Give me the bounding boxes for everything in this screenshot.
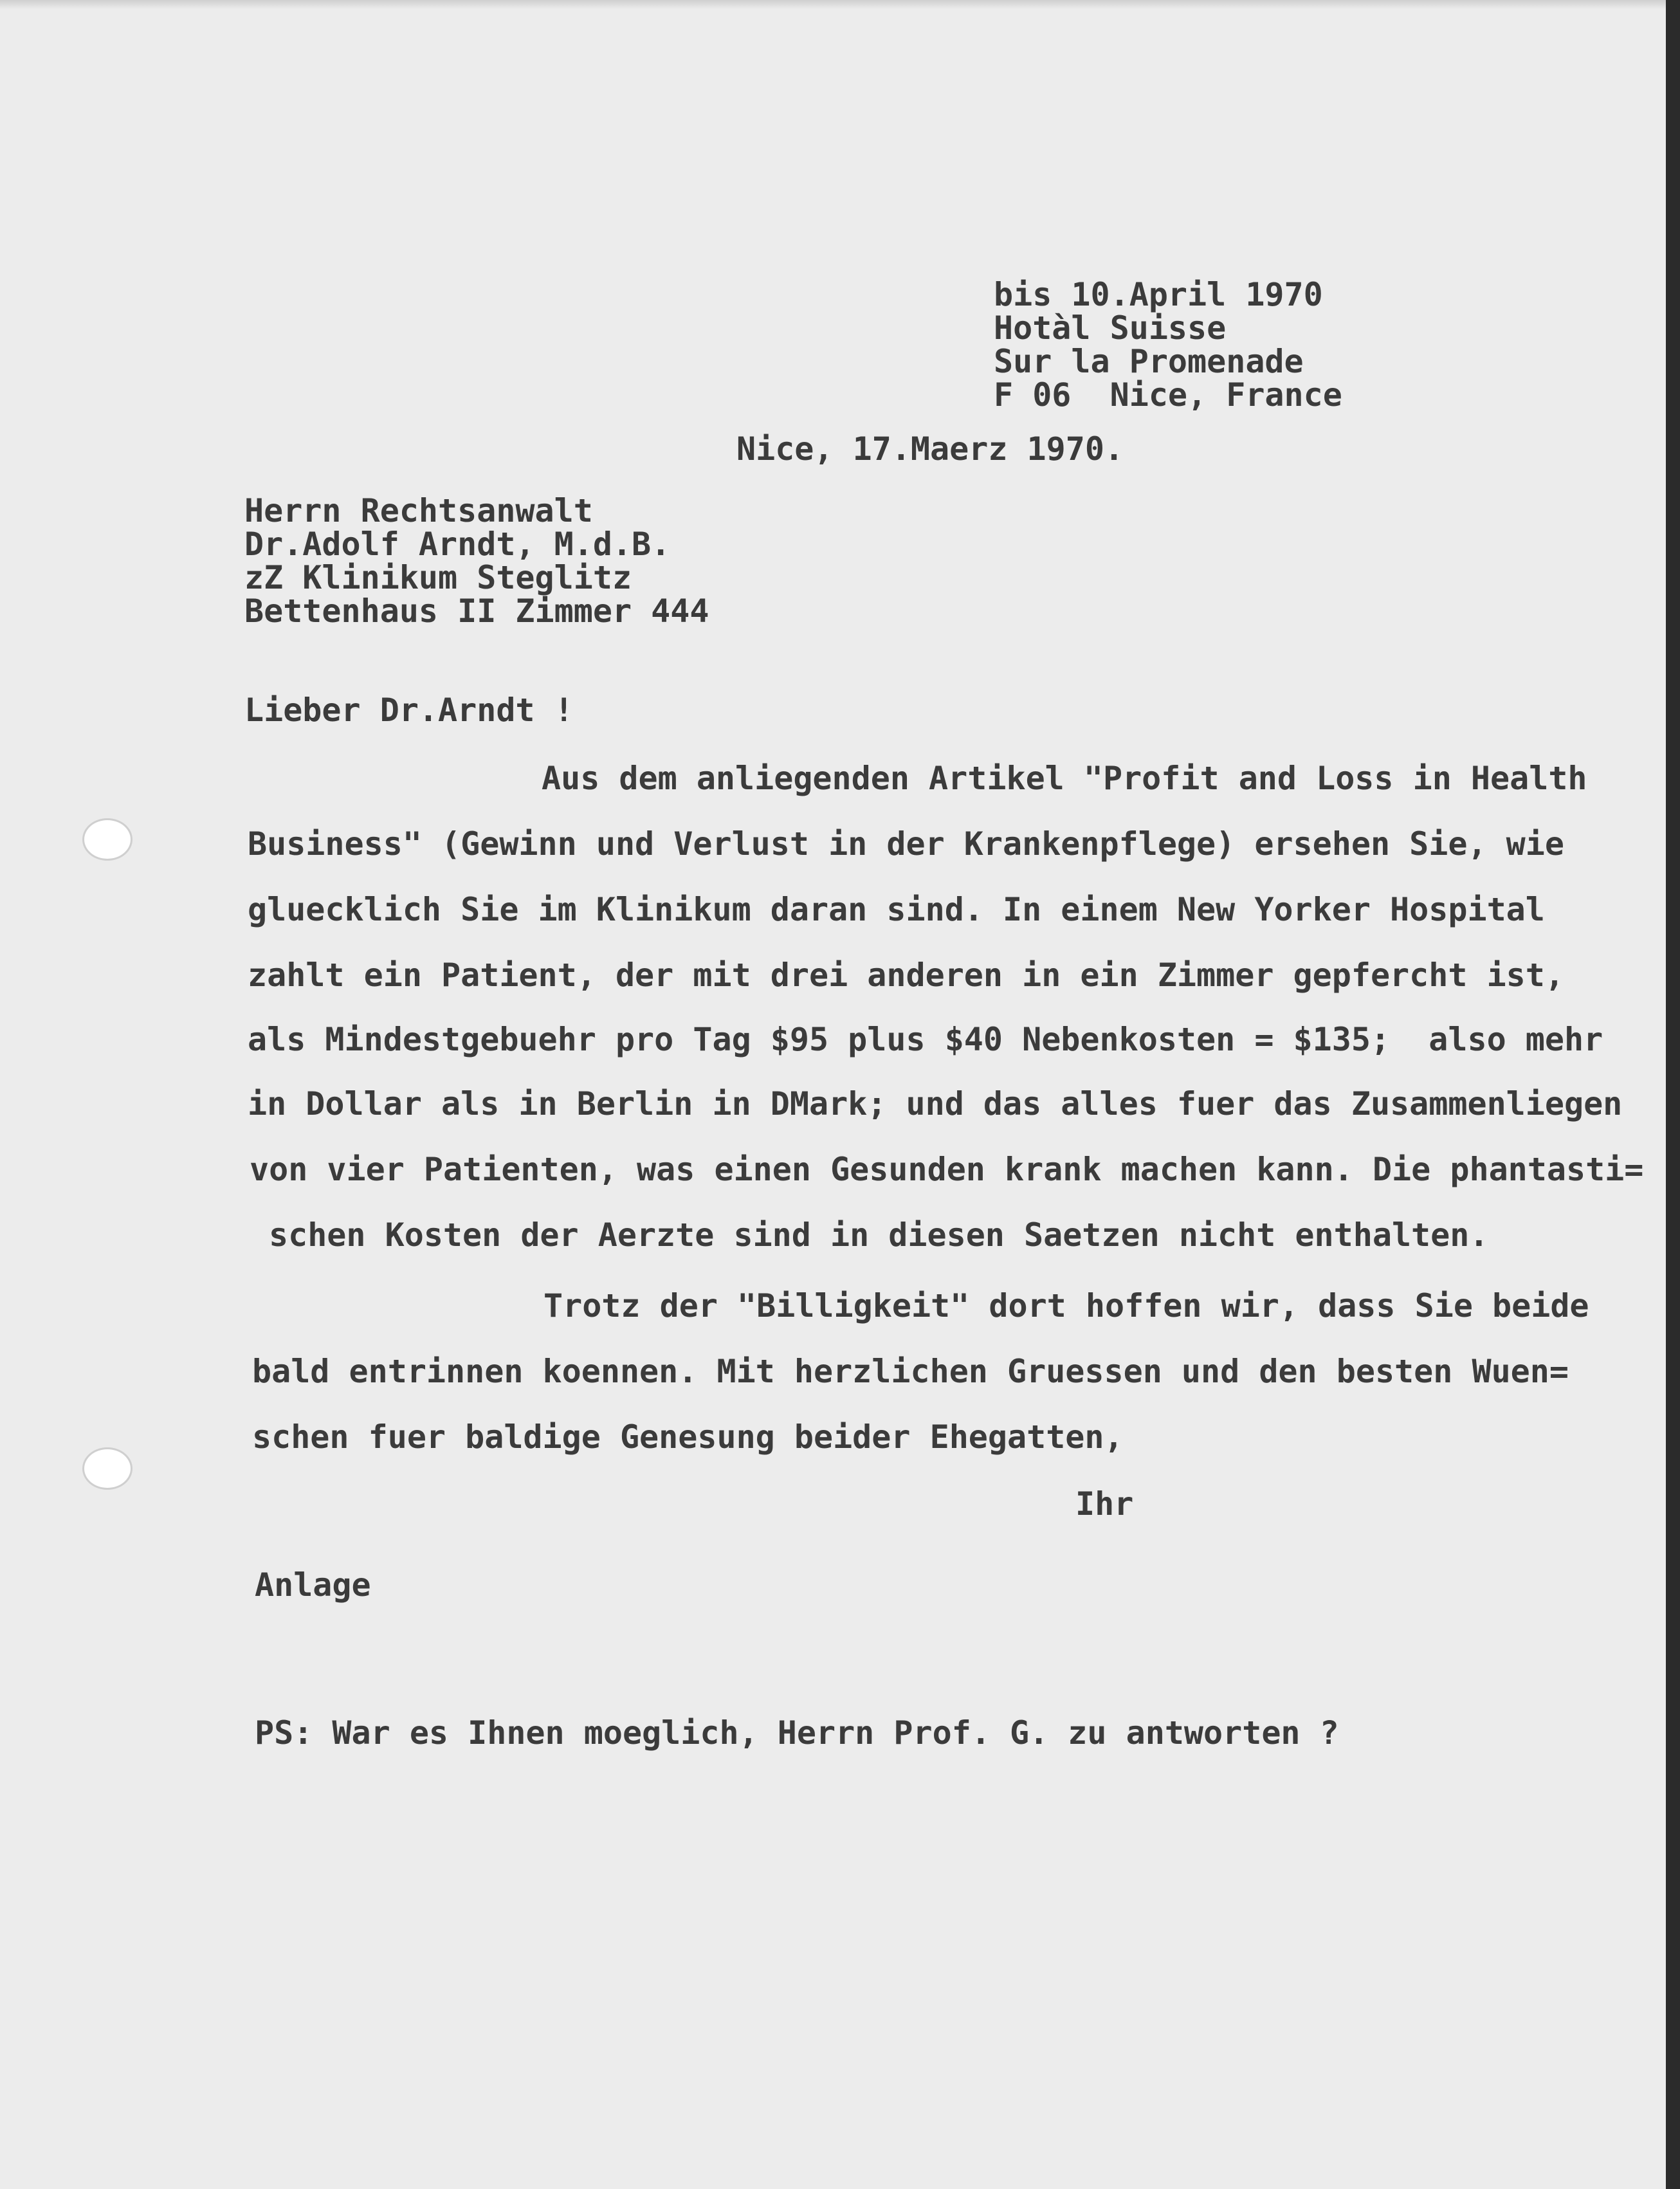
page-right-edge (1666, 0, 1680, 2189)
recipient-line: zZ Klinikum Steglitz (244, 559, 632, 596)
recipient-line: Herrn Rechtsanwalt (244, 492, 593, 529)
sender-address-line: Hotàl Suisse (994, 309, 1227, 347)
body-line: Aus dem anliegenden Artikel "Profit and Loss in Health (542, 760, 1587, 797)
recipient-line: Dr.Adolf Arndt, M.d.B. (244, 526, 671, 563)
sender-address-line: bis 10.April 1970 (994, 276, 1323, 313)
recipient-line: Bettenhaus II Zimmer 444 (244, 592, 709, 630)
body-line: Business" (Gewinn und Verlust in der Krankenpflege) ersehen Sie, wie (248, 825, 1564, 863)
closing: Ihr (1075, 1485, 1134, 1523)
body-line: schen Kosten der Aerzte sind in diesen Saetzen nicht enthalten. (269, 1216, 1489, 1254)
body-line: von vier Patienten, was einen Gesunden krank machen kann. Die phantasti= (250, 1151, 1644, 1188)
sender-address-line: Sur la Promenade (994, 343, 1304, 380)
body-line: als Mindestgebuehr pro Tag $95 plus $40 Nebenkosten = $135; also mehr (248, 1021, 1603, 1058)
body-line: gluecklich Sie im Klinikum daran sind. In einem New Yorker Hospital (248, 891, 1545, 928)
punch-hole-top (82, 818, 132, 861)
sender-address-line: F 06 Nice, France (994, 376, 1342, 414)
body-line: zahlt ein Patient, der mit drei anderen in ein Zimmer gepfercht ist, (248, 957, 1564, 994)
postscript: PS: War es Ihnen moeglich, Herrn Prof. G. zu antworten ? (255, 1714, 1339, 1752)
punch-hole-bottom (82, 1447, 132, 1490)
body-line: schen fuer baldige Genesung beider Ehegatten, (252, 1418, 1124, 1456)
body-line: Trotz der "Billigkeit" dort hoffen wir, dass Sie beide (543, 1287, 1589, 1324)
body-line: bald entrinnen koennen. Mit herzlichen Gruessen und den besten Wuen= (252, 1353, 1569, 1390)
salutation: Lieber Dr.Arndt ! (244, 692, 574, 729)
enclosure-note: Anlage (255, 1566, 371, 1604)
page-top-shadow (0, 0, 1680, 9)
body-line: in Dollar als in Berlin in DMark; und das alles fuer das Zusammenliegen (248, 1085, 1623, 1122)
date-line: Nice, 17.Maerz 1970. (736, 430, 1124, 468)
